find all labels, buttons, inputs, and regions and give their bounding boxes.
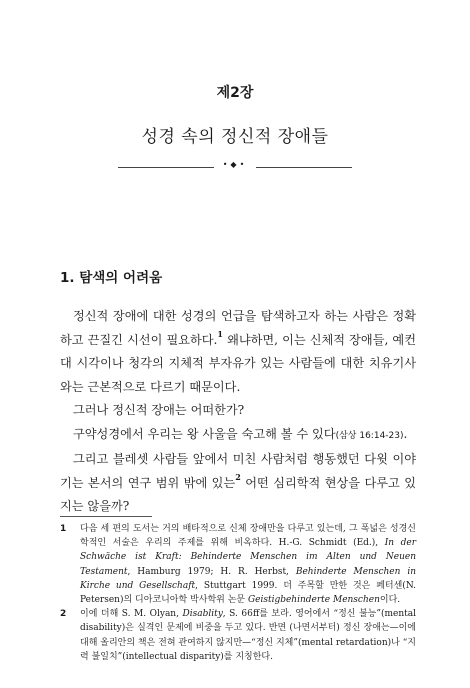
chapter-title: 성경 속의 정신적 장애들 [141, 127, 329, 147]
paragraph-text: 정신적 장애에 대한 성경의 언급을 탐색하고자 하는 사람은 정확하고 끈질긴 시선이 필요하다. [60, 309, 416, 347]
footnote-number: 2 [60, 609, 67, 620]
title-ornament-divider [118, 160, 352, 171]
paragraph [60, 448, 416, 519]
ornament-line-right [256, 167, 352, 168]
footnote [60, 522, 416, 607]
footnote-text: 다음 세 편의 도서는 거의 배타적으로 신체 장애만을 다루고 있는데, 그 폭넓은 성경신학적인 서술은 우리의 주제를 위해 비옥하다. H.-G. Schmidt (Ed.), In der Schwäche ist Kraft: Behinderte Menschen im Alten und Neuen Testament, Hamburg 1979; H. R. Herbst, Behinderte Menschen in Kirche und Gesellschaft, Stuttgart 1999. 더 주목할 만한 것은 페터센(N. Petersen)의 디아코니아학 박사학위 논문 Geistigbehinderte Menschen이다. [80, 524, 417, 606]
paragraph [60, 399, 416, 423]
footnote [60, 607, 416, 664]
chapter-label: 제2장 [216, 85, 254, 101]
footnotes [60, 522, 416, 664]
ornament-dots: •◆• [222, 160, 248, 169]
footnote-divider [60, 516, 152, 517]
body-text [60, 305, 416, 519]
paragraph-text: 그리고 블레셋 사람들 앞에서 미친 사람처럼 행동했던 다윗 이야기는 본서의 연구 범위 밖에 있는 [60, 452, 416, 490]
footnote-marker: 1 [217, 329, 223, 340]
footnote-text: 이에 더해 S. M. Olyan, Disablity, S. 66ff를 보라. 영어에서 “정신 불능”(mental disability)은 실격인 문제에 비중을 두고 있다. 반면 (나면서부터) 정신 장애는—이에 대해 올리안의 책은 전혀 관여하지 않지만—“정신 지체”(mental retardation)나 “지력 불일치”(intellectual disparity)를 지칭한다. [80, 609, 416, 662]
footnote-number: 1 [60, 524, 67, 534]
paragraph-text: 왜냐하면, 이는 신체적 장애들, 예컨대 시각이나 청각의 지체적 부자유가 있는 사람들에 대한 치유기사와는 근본적으로 다르기 때문이다. [60, 332, 416, 394]
footnote-marker: 2 [235, 472, 241, 483]
scripture-reference: (삼상 16:14-23) [335, 430, 404, 441]
paragraph-text: 구약성경에서 우리는 왕 사울을 숙고해 볼 수 있다 [73, 426, 336, 441]
paragraph [60, 423, 416, 449]
paragraph-text: . [403, 426, 408, 441]
paragraph-text: 그러나 정신적 장애는 어떠한가? [73, 403, 245, 417]
paragraph [60, 305, 416, 399]
section-heading: 1. 탐색의 어려움 [60, 270, 163, 286]
paragraph-text: 어떤 심리학적 현상을 다루고 있지는 않을까? [60, 475, 417, 513]
